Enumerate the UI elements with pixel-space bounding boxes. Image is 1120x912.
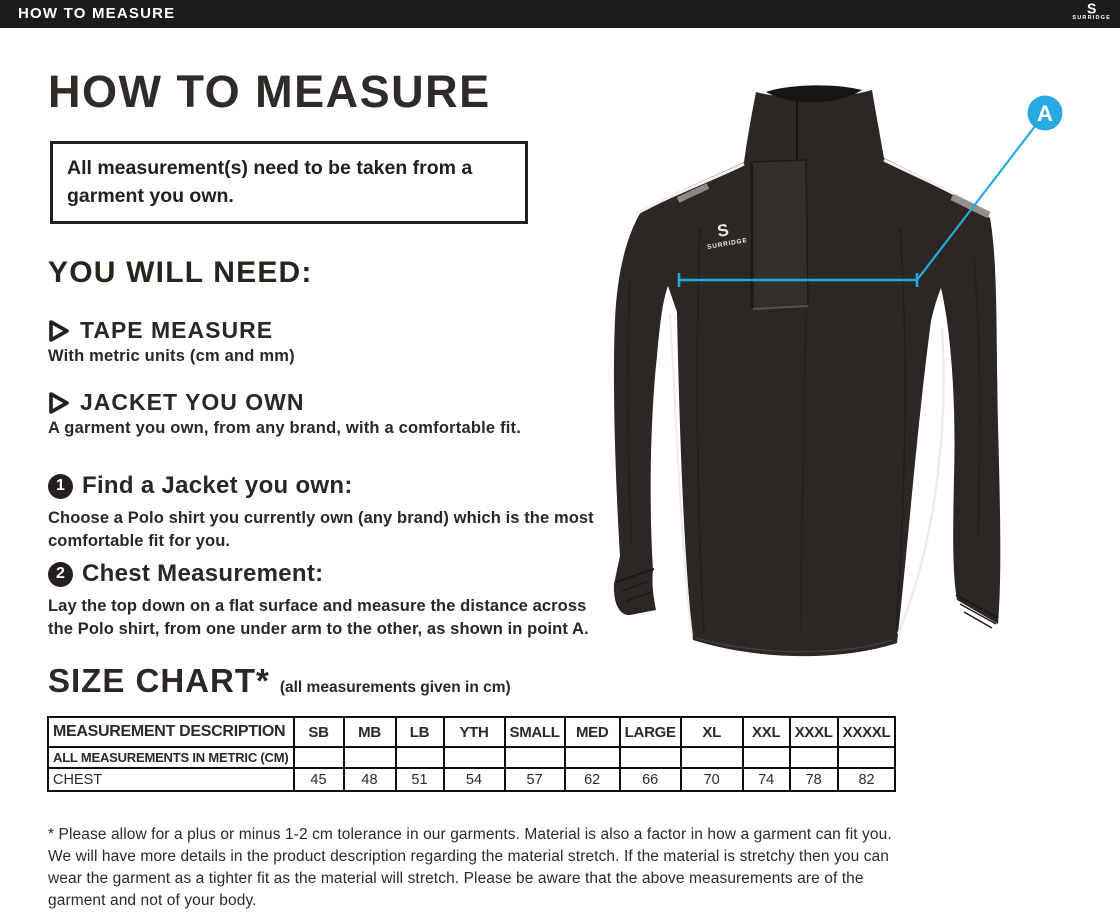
size-cell: 57 [505, 768, 565, 791]
size-cell [505, 747, 565, 768]
need-item-label: TAPE MEASURE [80, 317, 274, 343]
need-item-label: JACKET YOU OWN [80, 389, 305, 415]
size-cell: 70 [681, 768, 743, 791]
size-cell [838, 747, 896, 768]
size-chart-row [48, 747, 895, 768]
column-header: MB [344, 717, 396, 747]
step-number-badge: 2 [48, 562, 73, 587]
size-chart-table [47, 716, 896, 792]
jacket-figure [600, 78, 1120, 678]
surridge-wordmark: SURRIDGE [1072, 15, 1111, 21]
column-header: SMALL [505, 717, 565, 747]
tolerance-footnote: * Please allow for a plus or minus 1-2 cm tolerance in our garments. Material is also a factor in how a garment can fit you. We will have more details in the product description regarding the material stretch. If the material is stretchy then you can wear the garment as a tighter fit as the material will stretch. Please be aware that the above measurements are of the garment and not of your body. [48, 825, 892, 909]
size-cell: 51 [396, 768, 444, 791]
size-cell [444, 747, 505, 768]
you-will-need-heading: YOU WILL NEED: [48, 256, 313, 289]
step-description: Choose a Polo shirt you currently own (any brand) which is the most comfortable fit for you. [48, 509, 594, 551]
size-chart-header-row [48, 717, 895, 747]
surridge-logo [1072, 1, 1111, 22]
size-chart-heading-row [48, 662, 511, 700]
size-cell [344, 747, 396, 768]
step-title: Find a Jacket you own: [82, 472, 353, 499]
step-2 [48, 560, 600, 641]
step-number-badge: 1 [48, 474, 73, 499]
step-description: Lay the top down on a flat surface and measure the distance across the Polo shirt, from one under arm to the other, as shown in point A. [48, 597, 589, 639]
row-label: CHEST [48, 768, 294, 791]
size-cell [620, 747, 681, 768]
size-cell [294, 747, 344, 768]
triangle-bullet-icon [48, 391, 70, 415]
step-title: Chest Measurement: [82, 560, 324, 587]
column-header: XXXL [790, 717, 838, 747]
zip-placket [751, 160, 808, 309]
size-cell [396, 747, 444, 768]
column-header: LB [396, 717, 444, 747]
surridge-s-icon: S [1087, 0, 1097, 17]
size-cell: 45 [294, 768, 344, 791]
need-item-description: With metric units (cm and mm) [48, 347, 295, 365]
size-chart-row [48, 768, 895, 791]
size-cell: 74 [743, 768, 790, 791]
measurement-note-box: All measurement(s) need to be taken from a garment you own. [50, 141, 528, 224]
column-header: SB [294, 717, 344, 747]
garment-logo-s-icon: S [715, 220, 731, 241]
column-header: LARGE [620, 717, 681, 747]
step-1 [48, 472, 600, 553]
size-cell [565, 747, 620, 768]
size-cell [743, 747, 790, 768]
top-bar [0, 0, 1120, 28]
page-title: HOW TO MEASURE [48, 66, 491, 117]
column-header: XXL [743, 717, 790, 747]
column-header: XXXXL [838, 717, 896, 747]
jacket-silhouette [614, 90, 1000, 656]
row-label: ALL MEASUREMENTS IN METRIC (CM) [48, 747, 294, 768]
jacket-image [600, 78, 1120, 678]
column-header: MED [565, 717, 620, 747]
size-cell: 82 [838, 768, 896, 791]
size-chart-title: SIZE CHART* [48, 662, 270, 699]
size-cell: 78 [790, 768, 838, 791]
column-header: YTH [444, 717, 505, 747]
column-header: MEASUREMENT DESCRIPTION [48, 717, 294, 747]
triangle-bullet-icon [48, 319, 70, 343]
size-cell: 66 [620, 768, 681, 791]
size-cell: 48 [344, 768, 396, 791]
need-item-description: A garment you own, from any brand, with a comfortable fit. [48, 419, 522, 437]
size-cell: 62 [565, 768, 620, 791]
garment-logo-wordmark: SURRIDGE [706, 237, 749, 252]
size-cell: 54 [444, 768, 505, 791]
point-a-label: A [1037, 101, 1053, 126]
top-bar-title: HOW TO MEASURE [18, 5, 176, 22]
column-header: XL [681, 717, 743, 747]
need-item-tape-measure [48, 317, 295, 366]
size-cell [681, 747, 743, 768]
need-item-jacket [48, 389, 521, 438]
size-cell [790, 747, 838, 768]
size-chart-subtitle: (all measurements given in cm) [279, 679, 511, 696]
